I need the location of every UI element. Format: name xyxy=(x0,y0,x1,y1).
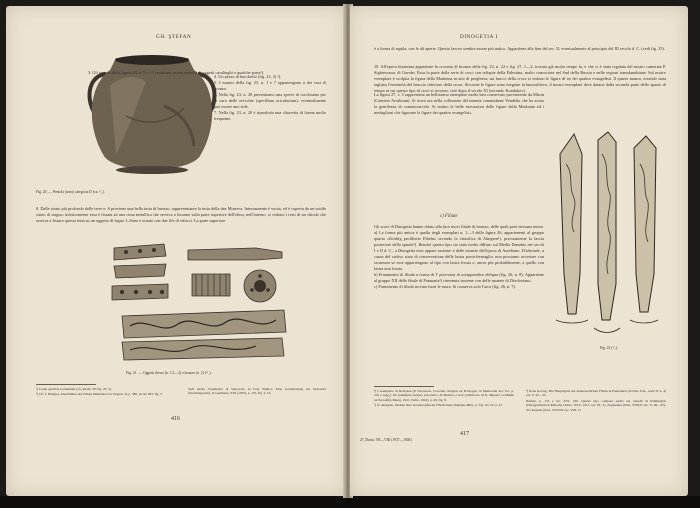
paragraph: 5. I manici della fig. 23, n. 1 e 7 appartengono a dei vasi di bronzo. xyxy=(214,80,326,92)
right-running-head: DINOGETIA I xyxy=(460,34,498,40)
left-body-intro xyxy=(36,70,326,76)
footnote: ³) Ilona Kovrig, Die Haupttypen der kaiserzeitlichen Fibeln in Pannonien (in Diss. Pan., serie II, n. 4) tav. V, 43—45. xyxy=(526,389,666,398)
footnote-rule xyxy=(36,384,96,385)
paragraph: 4. Un pezzo di bucchetto (fig. 23, 2) ²). xyxy=(214,74,282,79)
paragraph: c) Frammento di fibula trovato fuori le mura. Si conserva solo l'arco (fig. 26, n. 7). xyxy=(374,284,517,290)
left-page xyxy=(6,6,346,496)
footnote: Vedi anche l'esemplare di Sadowetz, in Ivan Welkov, Eine Gotenfestung bei Sadowetz (Nordbulgarien), in Germania, XIX (1935), p. 155, fig. 3, 16. xyxy=(188,387,326,396)
fig21-bone-objects-image xyxy=(106,238,296,368)
right-bottom-line: 27, Dacia, VII—VIII (1937—1940). xyxy=(360,438,413,442)
left-page-number: 416 xyxy=(171,416,180,422)
paragraph: 7. Nella fig. 23, n. 20 è riprodotta una chiavetta di forma molto frequente. xyxy=(214,110,326,122)
right-body-fibule xyxy=(374,224,544,291)
paragraph: 3. Gli oggetti della figura 23, n. 5 e 13 sembrano essere annessi di oggetti casalinghi o qualche porta¹). xyxy=(88,70,265,75)
footnote-rule xyxy=(374,386,434,387)
fig20-caption: Fig. 20. — Pentola (urna) categoria D (ca. ¹/₆). xyxy=(36,190,105,194)
footnote: ¹) L'esemplare di Dobrjanu (P. Nicorescu, Cercetări relagiste de Dobrogea, in Memoriile Sec. Ist., p. 225 e segg.). Un esemplare bulgaro più antico, di Mezdra, è stato pubblicato da K. Mijatev, Godišnik na Narodnija Muzej, 1921 (Sofia, 1922), p. 20, fig. 8. xyxy=(374,389,514,402)
left-body-full xyxy=(36,206,326,224)
right-body-wide xyxy=(374,64,666,94)
section-heading-fibule: c) Fibule xyxy=(440,214,458,219)
footnote: ¹) Come quelli di Carnuntum (cfr. RLiÖ, VII fig. 20, 5). xyxy=(36,387,112,391)
paragraph: 10. All'epoca bizantina appartiene la crocetta di bronzo delle fig. 23, n. 22 e fig. 27, 1—2, trovata già molto tempo fa, e che ci è stata regalata dal nostro camerata P. Sigărescanu, di Garvăn. Essa fa parte della serie di croci con reliquie della Palestina, molto conosciute nel Sud della Russia e nelle regioni transdanubiane. Sul nostro esemplare è scolpita la figura della Madonna in atto di preghiera; sui bracci della croce si vedono le figure di tre dei quattro evangelisti. Il quarto manca, essendo stata tagliata l'estremità del braccio inferiore della croce. Siccome le figure sono eseguite in bassorilievo, il nostro esemplare deve datarsi dalla seconda parte dello spazio di tempo in cui questo tipo di croci si trovano, cioè dopo il secolo XI (secondo Kondakov). xyxy=(374,64,666,94)
right-page xyxy=(350,6,688,496)
right-footnotes-col2 xyxy=(526,389,666,412)
right-body-narrow xyxy=(374,92,544,116)
right-body-top xyxy=(374,46,666,52)
paragraph: La figura 27, v. 3 rappresenta un bellissimo esemplare molto ben conservato proveniente da Măcin (Cantiere Arrubium). Si trova ora nella collezione del tenente comandante Vendelin che ha avuto la gentilezza di comunicarcelo. Si notino le belle esecuzioni delle figure della Madonna ed i medaglioni che figurano le figure dei quattro evangelisti. xyxy=(374,92,544,116)
fig22-caption: Fig. 22 (¹/₁). xyxy=(600,346,619,350)
right-page-number: 417 xyxy=(460,431,469,437)
fig20-pot-image xyxy=(76,46,228,188)
paragraph: a) La forma più antica è quella degli esemplari n. 1—3 della figura 26, appartenenti al gruppo quarto «Kräftig profilierte Fibeln» secondo la classifica di Almgren¹), precisamente la fascia posteriore della spirale²). Benché questo tipo sia stato molto diffuso sul Medio Danubio nei secoli I e II d. C., a Dinogetia esso appare assieme a delle monete dell'epoca di Aureliano. D'altronde, a causa del cattivo stato di conservazione della lastra porta-fermaglio, non possiamo accertare con sicurezza se esse appartengono al tipo con lastra forata o, ancor più probabilmente, a quello con lastra non forata. xyxy=(374,230,544,272)
left-body-column xyxy=(214,74,326,122)
paragraph: 6. Nella fig. 23, n. 28 presentiamo una specie di cucchiaino per la cura delle orecchie (specillum oricularium); eventualmente può essere uno stile. xyxy=(214,92,326,110)
footnote: ²) Cfr. J. Hampel, Alterthümer des frühen Mittelalters in Ungarn, II, p. 386, tavola 283, fig. 3. xyxy=(36,392,163,397)
paragraph: è a forma di aquila, con le ali aperte. Questo lavoro sembra essere più antico. Appartiene alla fine del sec. II, eventualmente al principio del III secolo d. C. (vedi fig. 25). xyxy=(374,46,665,51)
paragraph: Gli scavi di Dinogetia hanno ridato alla luce movi fibule di bronzo, delle quali però nessuna intera. xyxy=(374,224,544,229)
footnote: ²) O. Almgren, Studien über nordeuropäische Fibelformen (Mannus-Bibl., n. 32), tav. IV, n. 47. xyxy=(374,403,503,408)
paragraph: 8. Dalle strato più profondo delle terre n. 6 proviene una bella testa di bronzo, rappresentante la testa della dea Minerva. Internamente è vuota, ed è coperta da un sottile strato di stagno; inferiormente essa è fissata ad una cima metallica che serviva a fissarne sulla parte superiore dell'elmo, nell'interno, si vedono i resti di un chiodo che serviva a fissare questa testa su un oggetto di legno. L'elmo è ornato con due file di vitticci. La parte superiore xyxy=(36,206,326,224)
paragraph: b) Frammento di fibula a forma di T provvista di un'appendice obliqua (fig. 26, n. 8). Appartiene al gruppo XII delle fibule di Pannonia³) rinvenuta insieme con delle monete di Diocleziano. xyxy=(374,272,544,284)
right-footnotes-col1 xyxy=(374,389,514,408)
left-footnotes-col1 xyxy=(36,387,176,397)
left-running-head: GH. ŞTEFAN xyxy=(156,34,192,40)
footnote: Ibidem, p. 174 e tav. XVI, 166. Questo tipo compare anche nei castelli di Palmington (Obergermanisch-Rätische Limes, XXV, 1915, tav. IX, 5), Zugmantel (ibid., XXXII, tav. X, 66—67), di Cannstatt (ibid., XXVIII, tav. VIII, 7). xyxy=(526,398,666,412)
fig21-caption: Fig. 21. — Oggetti d'osso (n. 1,5—3) e bronzo (n. 2) (¹/₂). xyxy=(126,371,212,375)
left-footnotes-col2 xyxy=(188,387,326,396)
fig22-cross-image xyxy=(550,124,666,344)
